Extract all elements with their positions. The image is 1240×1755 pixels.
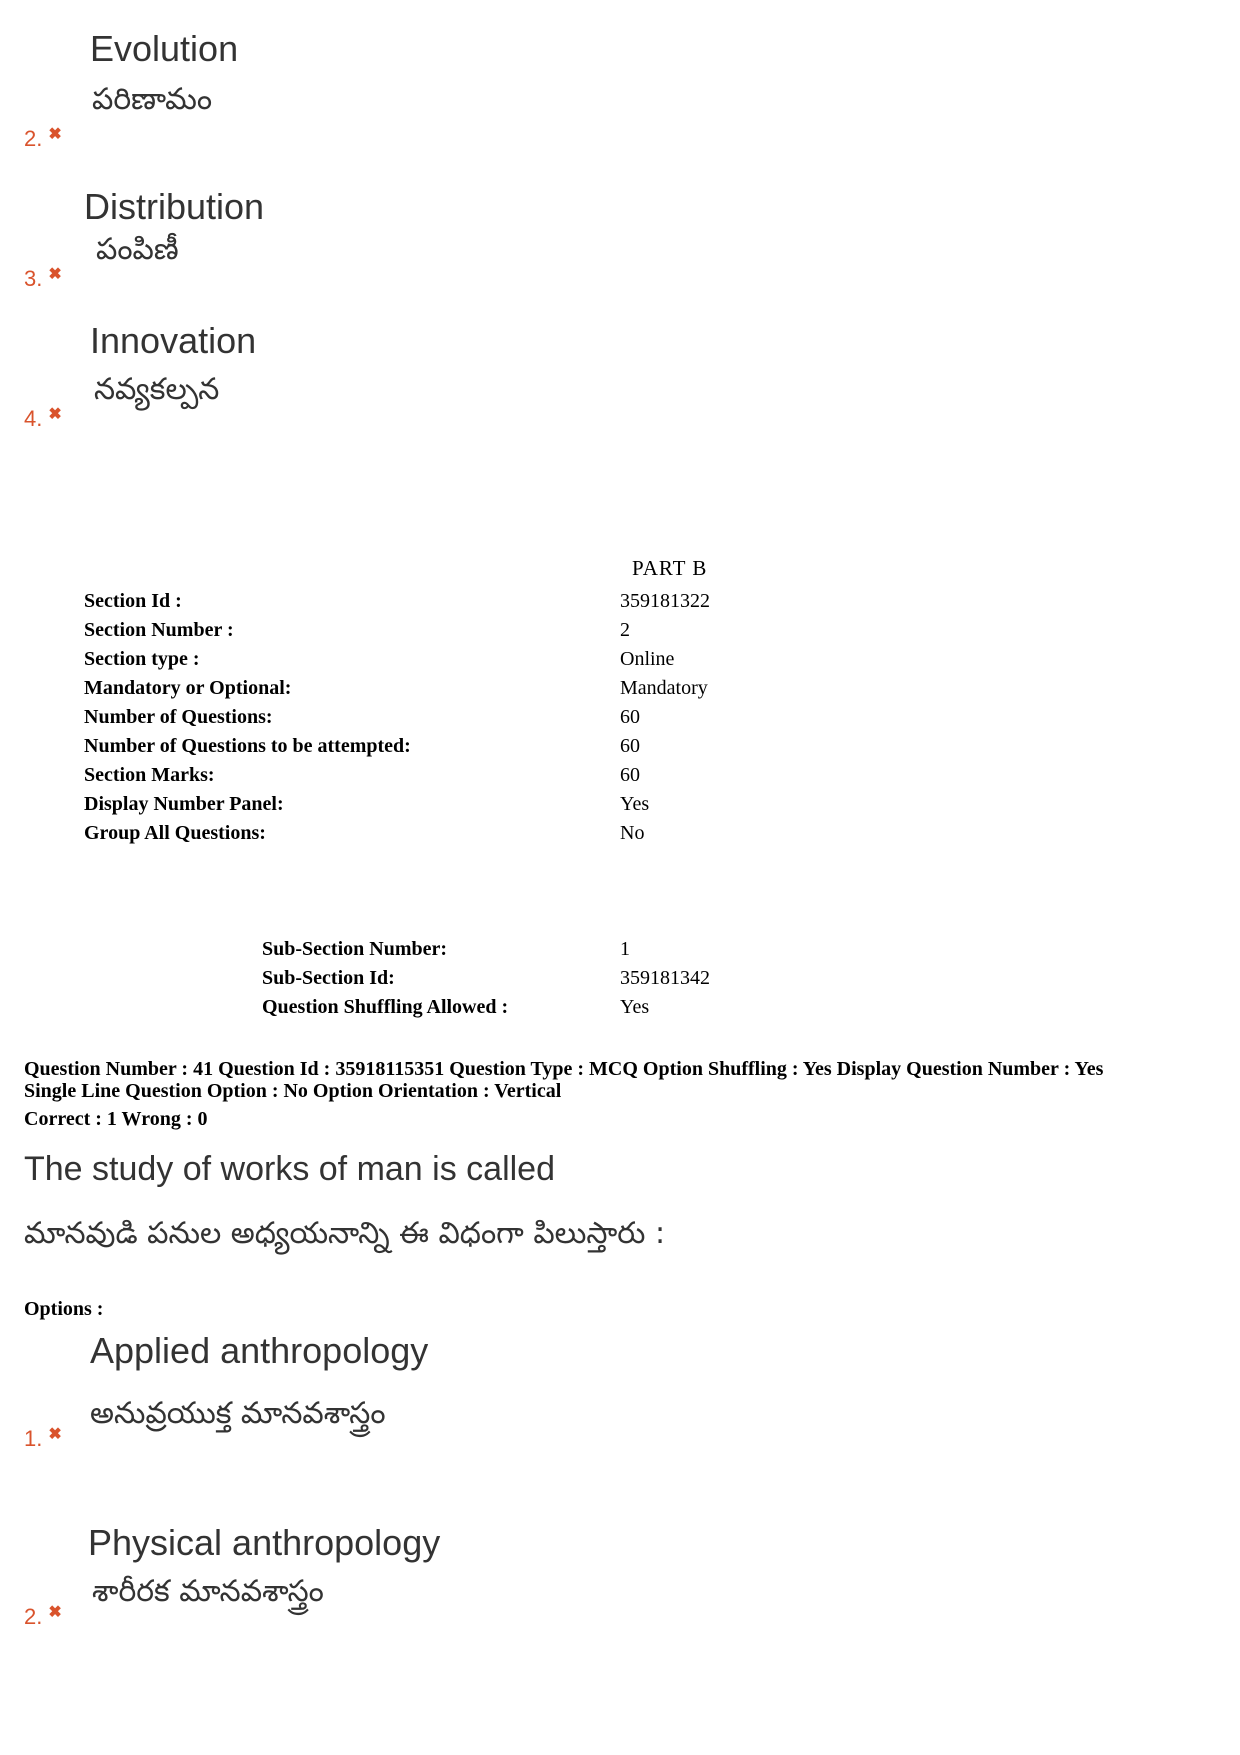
row-label: Section Id : bbox=[84, 590, 182, 612]
option-number: 4. bbox=[24, 406, 43, 431]
option-4-telugu: నవ్యకల్పన bbox=[94, 372, 220, 407]
wrong-cross-icon: ✖ bbox=[48, 126, 62, 143]
section-row bbox=[84, 822, 266, 845]
subsection-row-value bbox=[620, 938, 630, 961]
row-label: Section Number : bbox=[84, 619, 234, 641]
row-value: Yes bbox=[620, 996, 650, 1018]
row-label: Question Shuffling Allowed : bbox=[262, 996, 509, 1018]
section-row-value bbox=[620, 706, 640, 729]
subsection-row-value bbox=[620, 996, 649, 1019]
question-text-telugu: మానవుడి పనుల అధ్యయనాన్ని ఈ విధంగా పిలుస్తారు : bbox=[24, 1216, 666, 1251]
section-row-value bbox=[620, 590, 710, 613]
row-value: Online bbox=[620, 648, 675, 670]
option-number: 2. bbox=[24, 126, 43, 151]
row-value: 2 bbox=[620, 619, 630, 641]
row-value: 60 bbox=[620, 706, 640, 728]
row-value: No bbox=[620, 822, 645, 844]
section-row bbox=[84, 706, 273, 729]
option-number: 2. bbox=[24, 1604, 43, 1629]
row-value: 60 bbox=[620, 764, 640, 786]
section-row-value bbox=[620, 648, 674, 671]
option-4-english: Innovation bbox=[90, 320, 257, 361]
option-3-english: Distribution bbox=[84, 186, 265, 227]
options-label: Options : bbox=[24, 1298, 104, 1320]
wrong-cross-icon: ✖ bbox=[48, 406, 62, 423]
option-3-marker bbox=[24, 266, 62, 292]
section-row-value bbox=[620, 735, 640, 758]
option-1-marker bbox=[24, 1426, 62, 1452]
wrong-cross-icon: ✖ bbox=[48, 266, 62, 283]
section-row bbox=[84, 619, 234, 642]
subsection-row-value bbox=[620, 967, 710, 990]
row-value: 359181322 bbox=[620, 590, 710, 612]
option-4-marker bbox=[24, 406, 62, 432]
section-row-value bbox=[620, 619, 630, 642]
option-number: 1. bbox=[24, 1426, 43, 1451]
subsection-row bbox=[262, 996, 508, 1019]
question-meta-line-2: Single Line Question Option : No Option Orientation : Vertical bbox=[24, 1080, 562, 1102]
row-value: 1 bbox=[620, 938, 630, 960]
section-row bbox=[84, 735, 411, 758]
section-row bbox=[84, 764, 215, 787]
row-label: Section type : bbox=[84, 648, 200, 670]
option-2b-english: Physical anthropology bbox=[88, 1522, 441, 1563]
row-label: Display Number Panel: bbox=[84, 793, 284, 815]
option-3-telugu: పంపిణీ bbox=[96, 232, 179, 267]
row-value: Yes bbox=[620, 793, 650, 815]
option-2b-telugu: శారీరక మానవశాస్త్రం bbox=[92, 1574, 324, 1609]
row-label: Group All Questions: bbox=[84, 822, 266, 844]
row-label: Sub-Section Id: bbox=[262, 967, 395, 989]
row-value: 359181342 bbox=[620, 967, 710, 989]
row-label: Sub-Section Number: bbox=[262, 938, 448, 960]
section-row bbox=[84, 793, 284, 816]
section-row-value bbox=[620, 764, 640, 787]
option-number: 3. bbox=[24, 266, 43, 291]
section-row bbox=[84, 648, 200, 671]
question-meta-line-1: Question Number : 41 Question Id : 35918115351 Question Type : MCQ Option Shuffling : Yes Display Question Number : Yes bbox=[24, 1058, 1104, 1080]
wrong-cross-icon: ✖ bbox=[48, 1604, 62, 1621]
section-row-value bbox=[620, 793, 649, 816]
row-label: Number of Questions to be attempted: bbox=[84, 735, 411, 757]
question-score: Correct : 1 Wrong : 0 bbox=[24, 1108, 208, 1130]
section-row-value bbox=[620, 677, 708, 700]
option-2-english: Evolution bbox=[90, 28, 239, 69]
option-2-marker bbox=[24, 126, 62, 152]
row-value: Mandatory bbox=[620, 677, 708, 699]
section-title: PART B bbox=[632, 556, 708, 580]
subsection-row bbox=[262, 967, 395, 990]
option-1-telugu: అనువ్రయుక్త మానవశాస్త్రం bbox=[90, 1396, 386, 1431]
option-2-telugu: పరిణామం bbox=[92, 82, 213, 117]
subsection-row bbox=[262, 938, 447, 961]
section-row-value bbox=[620, 822, 644, 845]
row-label: Number of Questions: bbox=[84, 706, 273, 728]
row-label: Mandatory or Optional: bbox=[84, 677, 292, 699]
section-row bbox=[84, 677, 291, 700]
wrong-cross-icon: ✖ bbox=[48, 1426, 62, 1443]
question-text-english: The study of works of man is called bbox=[24, 1150, 556, 1188]
row-label: Section Marks: bbox=[84, 764, 215, 786]
option-1-english: Applied anthropology bbox=[90, 1330, 429, 1371]
row-value: 60 bbox=[620, 735, 640, 757]
section-row bbox=[84, 590, 182, 613]
option-2b-marker bbox=[24, 1604, 62, 1630]
